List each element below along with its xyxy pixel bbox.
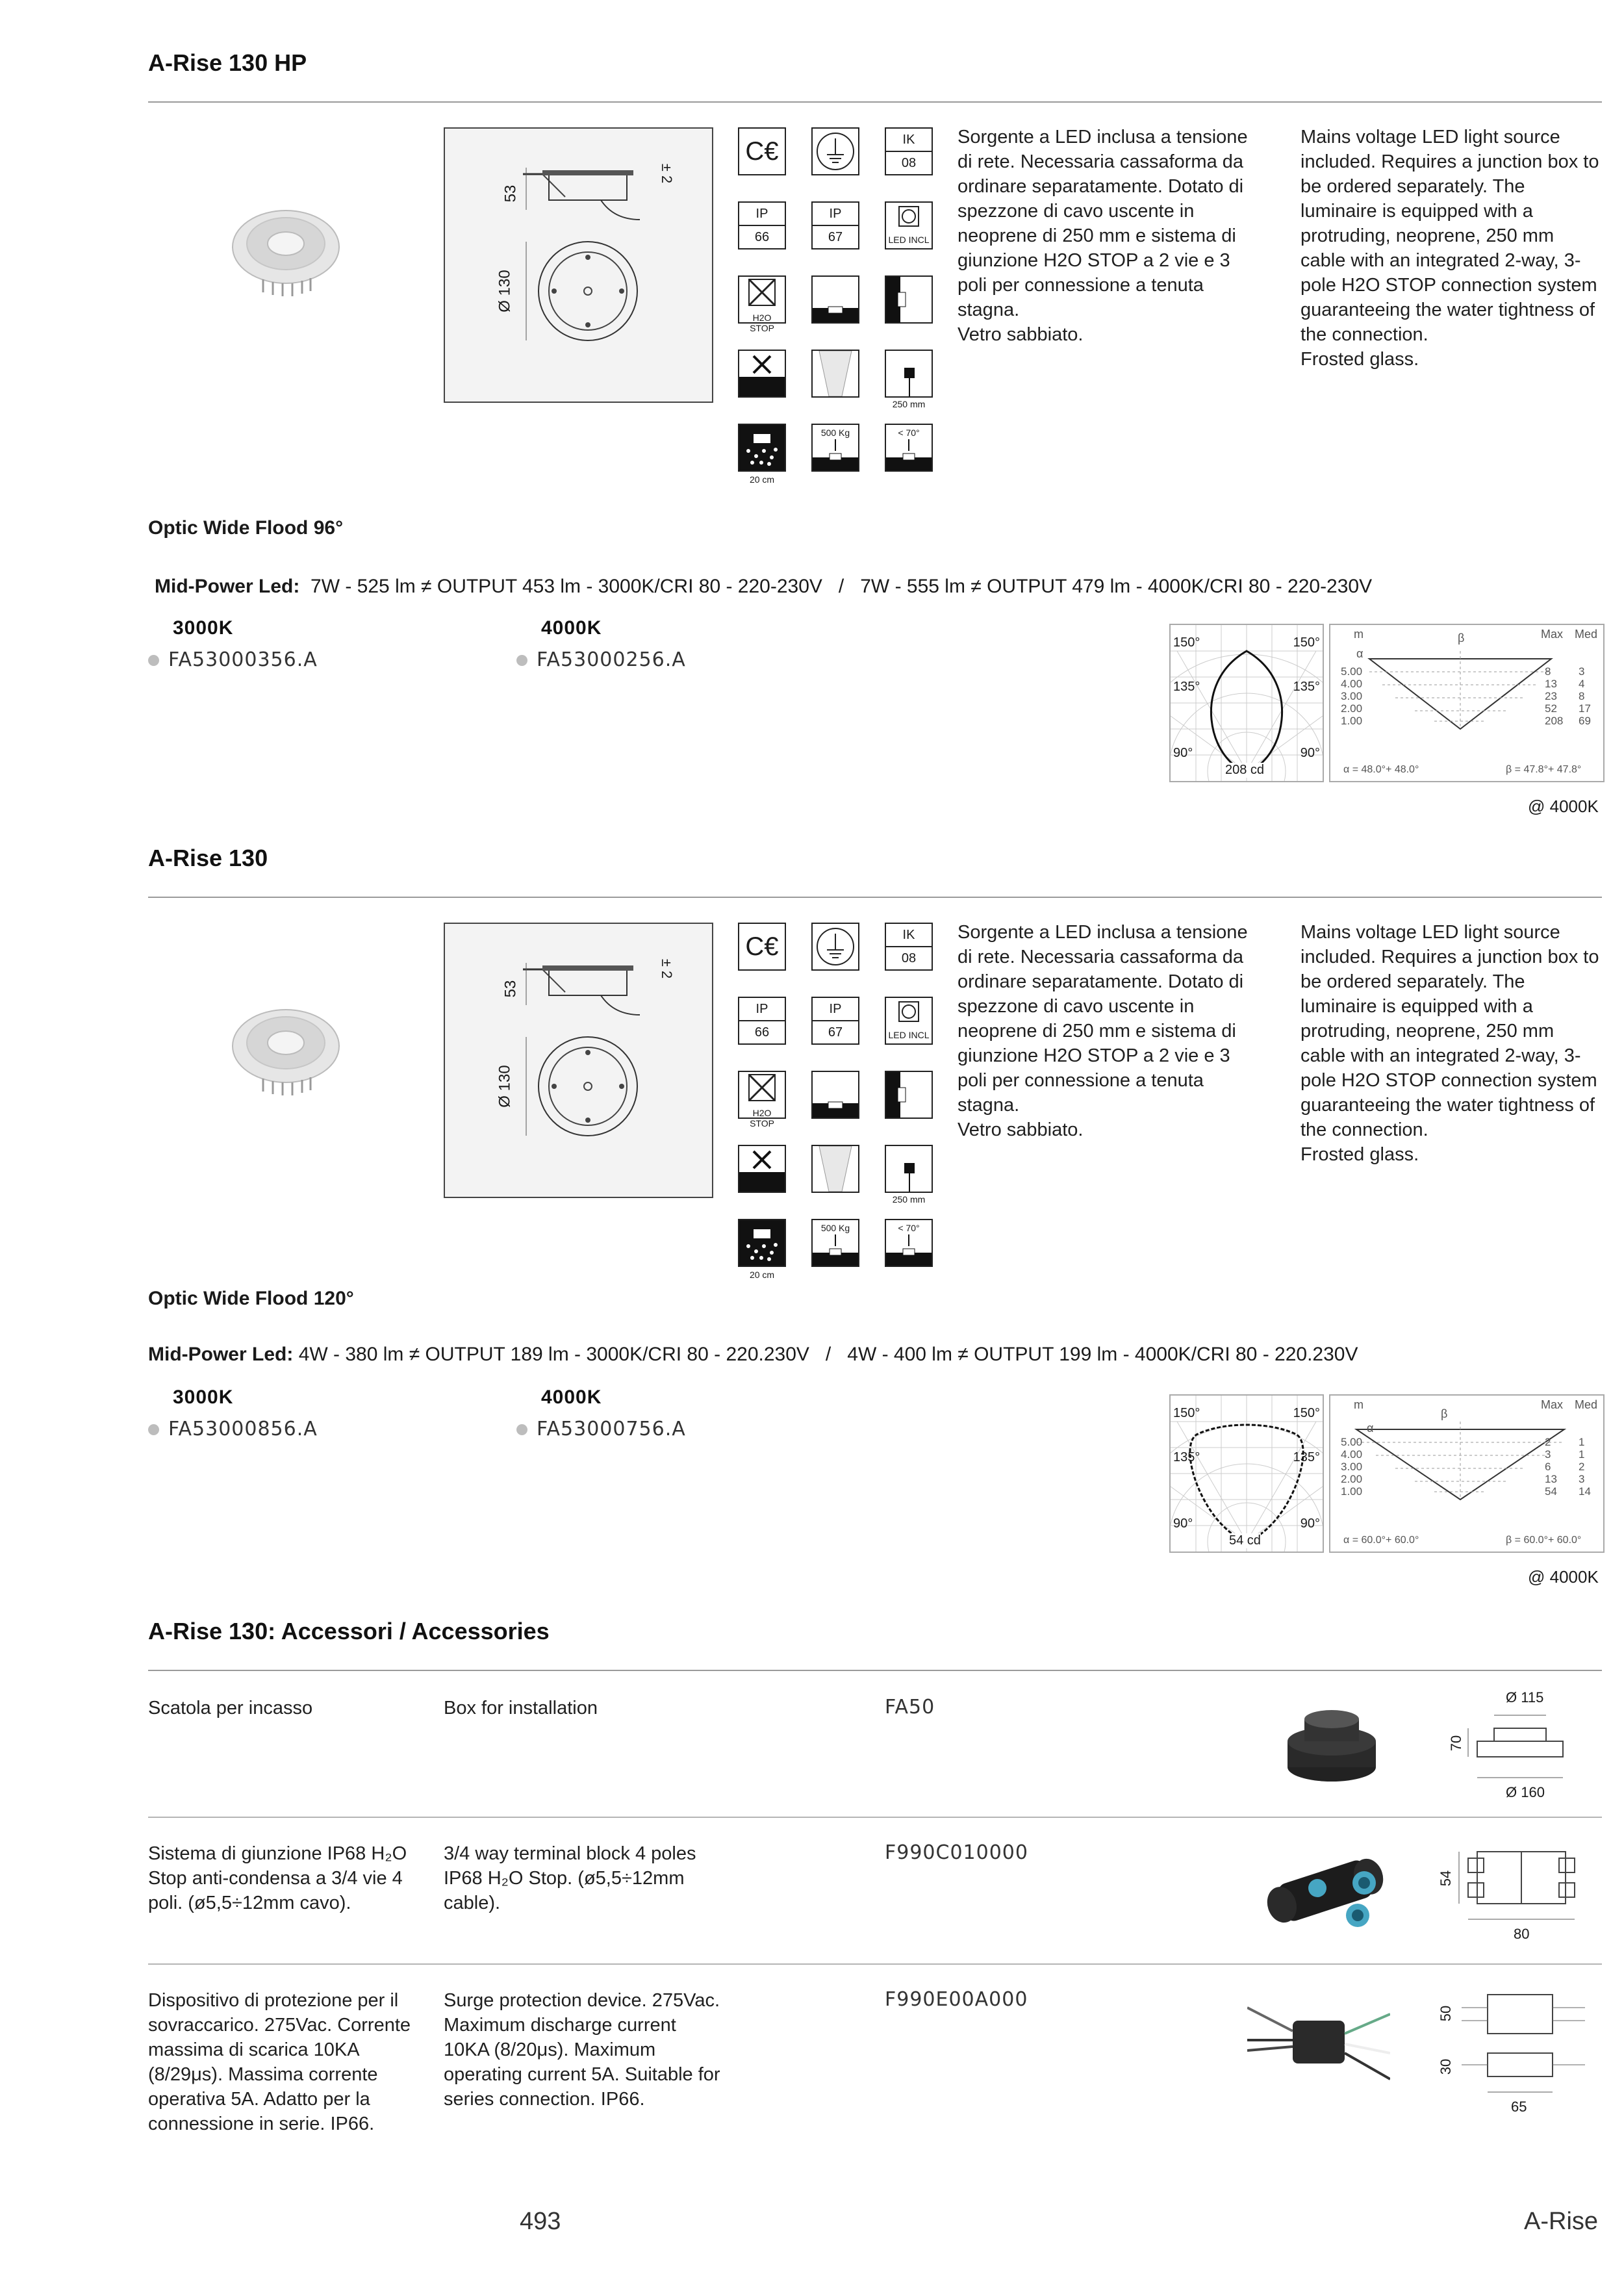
gravel-drainage-icon: [738, 424, 786, 472]
description-italian: Sorgente a LED inclusa a tensione di rete. Necessaria cassaforma da ordinare separatamente. Dotato di spezzone di cavo uscente in neoprene di 250 mm e sistema di giunzione H2O STOP a 2 vie e 3 poli per connessione a tenuta stagna. Vetro sabbiato.: [958, 922, 1248, 1140]
ip66-icon: IP 66: [738, 997, 786, 1045]
technical-drawing: [444, 127, 713, 403]
product-photo: [227, 208, 344, 299]
product-photo: [227, 1007, 344, 1098]
ip67-icon: IP 67: [811, 997, 859, 1045]
illuminance-cone-diagram: m β α Max Med 5.00 4.00 3.00 2.00 1.00 2 3 6 13 54 1 1 2 3 14 α = 60.0°+ 60.0° β = 60.0°+ 60.0°: [1329, 1394, 1605, 1553]
depth-label: 20 cm: [749, 1270, 775, 1280]
load-500kg-icon: 500 Kg: [811, 1219, 859, 1267]
description-english: Mains voltage LED light source included. Requires a junction box to be ordered separately. The luminaire is equipped with a protruding, neoprene, 250 mm cable with an integrated 2-way, 3-pole H2O STOP connection system guaranteeing the water tightness of the connection. Frosted glass.: [1300, 127, 1599, 370]
led-included-icon: LED INCL: [885, 997, 933, 1045]
ik-rating-icon: IK 08: [885, 923, 933, 971]
page-number: 493: [520, 2208, 561, 2235]
recessed-ground-icon: [811, 1071, 859, 1119]
polar-diagram: 150° 150° 135° 135° 90° 90° 208 cd: [1169, 624, 1324, 782]
temperature-70-icon: < 70°: [885, 1219, 933, 1267]
technical-drawing: [444, 923, 713, 1198]
description-english: Mains voltage LED light source included. Requires a junction box to be ordered separately. The luminaire is equipped with a protruding, neoprene, 250 mm cable with an integrated 2-way, 3-pole H2O STOP connection system guaranteeing the water tightness of the connection. Frosted glass.: [1300, 922, 1599, 1165]
color-temp-3000k: 3000K: [173, 617, 234, 639]
measurement-note: @ 4000K: [1528, 797, 1599, 816]
surge-protector-dimension-drawing: 50 30 65: [1436, 1982, 1602, 2125]
ce-mark-icon: C€: [738, 923, 786, 971]
load-500kg-icon: 500 Kg: [811, 424, 859, 472]
accessory-code: F990E00A000: [885, 1988, 1028, 2011]
accessory-description-en: 3/4 way terminal block 4 poles IP68 H₂O Stop. (ø5,5÷12mm cable).: [444, 1843, 696, 1913]
cable-length-label: 250 mm: [892, 399, 926, 409]
earth-ground-icon: [811, 923, 859, 971]
accessories-title: A-Rise 130: Accessori / Accessories: [148, 1618, 550, 1644]
led-spec: Mid-Power Led: 4W - 380 lm ≠ OUTPUT 189 lm - 3000K/CRI 80 - 220.230V / 4W - 400 lm ≠ OUTPUT 199 lm - 4000K/CRI 80 - 220.230V: [148, 1344, 1358, 1365]
ip67-icon: IP 67: [811, 201, 859, 249]
no-cover-icon: [738, 350, 786, 398]
gap-label: ± 2: [659, 163, 676, 184]
cable-length-label: 250 mm: [892, 1194, 926, 1205]
optic-label: Optic Wide Flood 120°: [148, 1288, 354, 1309]
divider: [148, 101, 1602, 103]
accessory-description-it: Scatola per incasso: [148, 1698, 313, 1718]
accessory-code: F990C010000: [885, 1841, 1028, 1864]
recessed-ground-icon: [811, 275, 859, 324]
junction-box-photo: [1280, 1702, 1384, 1787]
product-code: FA53000856.A: [148, 1418, 318, 1440]
description-italian: Sorgente a LED inclusa a tensione di rete. Necessaria cassaforma da ordinare separatamente. Dotato di spezzone di cavo uscente in neoprene di 250 mm e sistema di giunzione H2O STOP a 2 vie e 3 poli per connessione a tenuta stagna. Vetro sabbiato.: [958, 127, 1248, 345]
wall-recessed-icon: [885, 275, 933, 324]
color-temp-3000k: 3000K: [173, 1386, 234, 1408]
divider: [148, 1817, 1602, 1818]
ce-mark-icon: C€: [738, 127, 786, 175]
diameter-label: Ø 130: [496, 1065, 514, 1108]
accessory-code: FA50: [885, 1696, 935, 1718]
ip66-icon: IP 66: [738, 201, 786, 249]
measurement-note: @ 4000K: [1528, 1567, 1599, 1587]
section-title: A-Rise 130 HP: [148, 49, 307, 76]
depth-label: 20 cm: [749, 474, 775, 485]
terminal-block-dimension-drawing: 54 80: [1442, 1839, 1602, 1949]
illuminance-cone-diagram: m β α Max Med 5.00 4.00 3.00 2.00 1.00 8 13 23 52 208 3 4 8 17 69 α = 48.0°+ 48.0° β = 47.8°+ 47.8°: [1329, 624, 1605, 782]
product-code: FA53000256.A: [516, 648, 686, 671]
diameter-label: Ø 130: [496, 270, 514, 313]
polar-diagram: 150° 150° 135° 135° 90° 90° 54 cd: [1169, 1394, 1324, 1553]
temperature-70-icon: < 70°: [885, 424, 933, 472]
earth-ground-icon: [811, 127, 859, 175]
section-title: A-Rise 130: [148, 845, 268, 871]
product-code: FA53000756.A: [516, 1418, 686, 1440]
color-temp-4000k: 4000K: [541, 617, 602, 639]
accessory-description-en: Box for installation: [444, 1698, 598, 1718]
h2o-stop-icon: H2O STOP: [738, 275, 786, 324]
divider: [148, 897, 1602, 898]
height-label: 53: [501, 185, 520, 203]
gravel-drainage-icon: [738, 1219, 786, 1267]
accessory-description-it: Dispositivo di protezione per il sovraccarico. 275Vac. Corrente massima di scarica 10KA (8/29μs). Massima corrente operativa 5A. Adatto per la connessione in serie. IP66.: [148, 1990, 411, 2134]
terminal-block-photo: [1260, 1845, 1390, 1936]
wall-recessed-icon: [885, 1071, 933, 1119]
product-code: FA53000356.A: [148, 648, 318, 671]
accessory-description-en: Surge protection device. 275Vac. Maximum discharge current 10KA (8/20μs). Maximum operating current 5A. Suitable for series connection. IP66.: [444, 1990, 720, 2110]
color-temp-4000k: 4000K: [541, 1386, 602, 1408]
divider: [148, 1963, 1602, 1965]
accessory-description-it: Sistema di giunzione IP68 H₂O Stop anti-condensa a 3/4 vie 4 poli. (ø5,5÷12mm cavo).: [148, 1843, 407, 1913]
no-cover-icon: [738, 1145, 786, 1193]
cable-length-icon: [885, 350, 933, 398]
beam-icon: [811, 1145, 859, 1193]
brand-name: A-Rise: [1524, 2208, 1599, 2235]
height-label: 53: [501, 980, 520, 998]
h2o-stop-icon: H2O STOP: [738, 1071, 786, 1119]
led-spec: Mid-Power Led: 7W - 525 lm ≠ OUTPUT 453 lm - 3000K/CRI 80 - 220-230V / 7W - 555 lm ≠ OUTPUT 479 lm - 4000K/CRI 80 - 220-230V: [155, 576, 1373, 597]
gap-label: ± 2: [659, 958, 676, 979]
junction-box-dimension-drawing: Ø 115 70 Ø 160: [1449, 1689, 1602, 1813]
cable-length-icon: [885, 1145, 933, 1193]
led-included-icon: LED INCL: [885, 201, 933, 249]
divider: [148, 1670, 1602, 1671]
beam-icon: [811, 350, 859, 398]
ik-rating-icon: IK 08: [885, 127, 933, 175]
optic-label: Optic Wide Flood 96°: [148, 517, 344, 539]
surge-protector-photo: [1247, 1988, 1390, 2092]
